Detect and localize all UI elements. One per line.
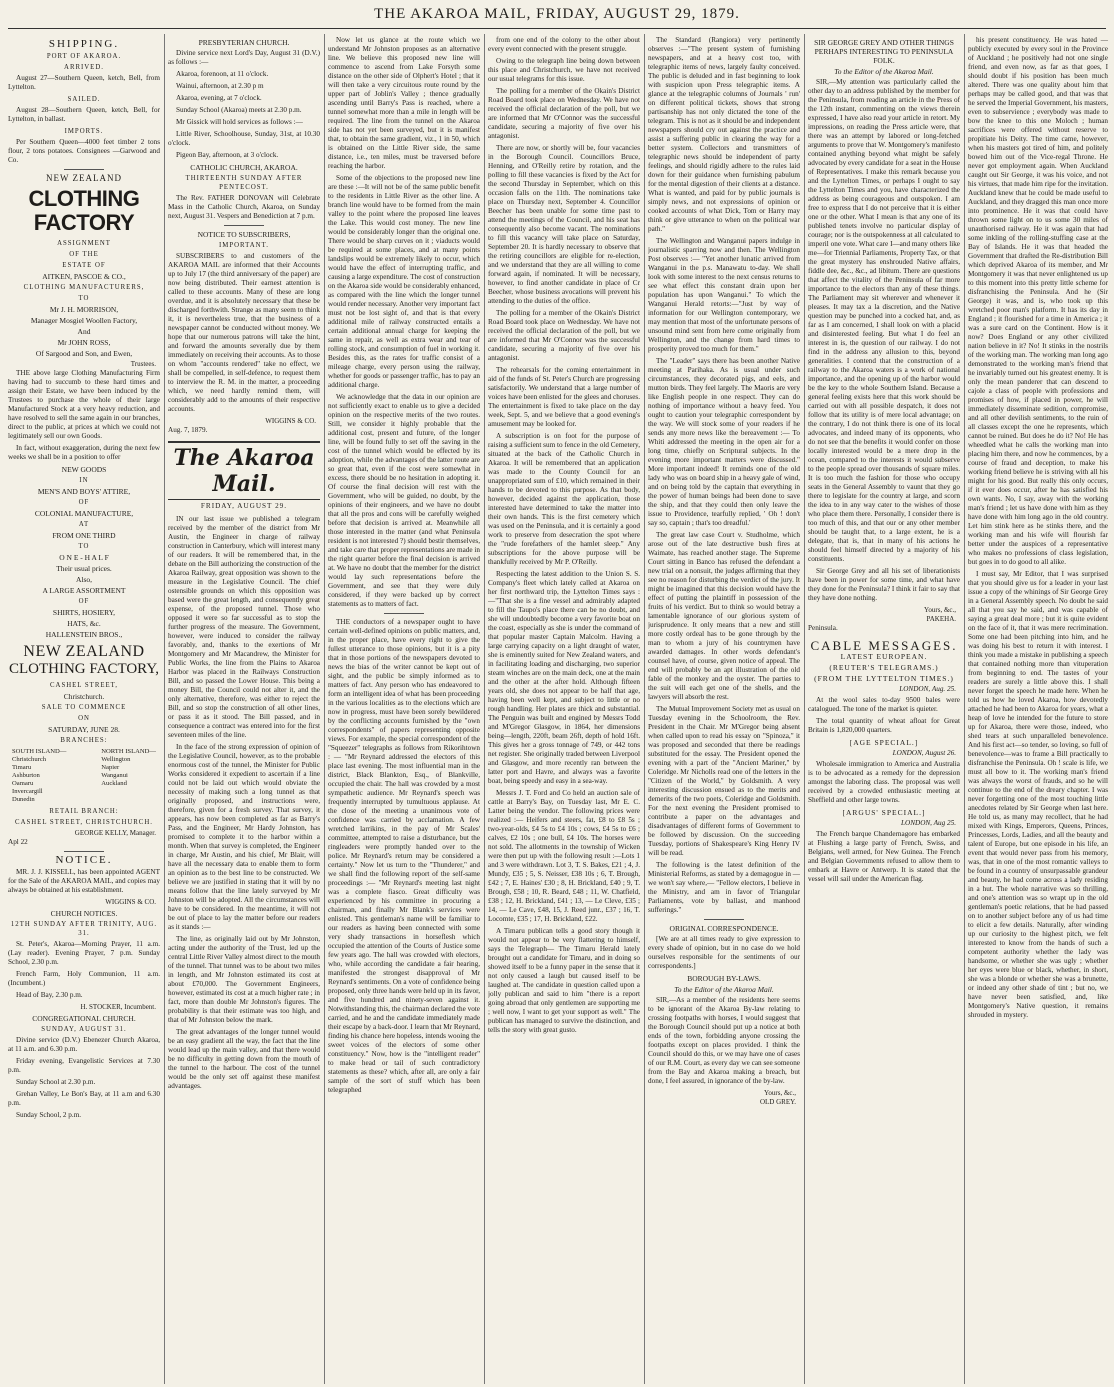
presbyterian-heading: PRESBYTERIAN CHURCH. — [198, 38, 290, 47]
age-special: [AGE SPECIAL.] — [849, 738, 919, 747]
divider — [704, 919, 744, 920]
from-one-third: FROM ONE THIRD — [52, 531, 116, 540]
cong-1: Divine service (D.V.) Ebenezer Church Akaroa, at 11 a.m. and 6.30 p.m. — [8, 1036, 160, 1053]
catholic-text: The Rev. FATHER DONOVAN will Celebrate Mass in the Catholic Church, Akaroa, on Sunday next, August 31. Vespers and Benediction at 7 p.m. — [168, 194, 320, 220]
branch-item: Wanganui — [101, 772, 128, 779]
kelly-manager: GEORGE KELLY, Manager. — [74, 829, 156, 837]
cable-messages-heading: CABLE MESSAGES. — [810, 638, 958, 653]
issue-date: FRIDAY, AUGUST 29. — [200, 502, 288, 510]
shipping-heading: SHIPPING. — [48, 38, 120, 50]
news-item: There are now, or shortly will be, four vacancies in the Borough Council. Councillors Bruce, Henning, and O'Reilly retire by rotation, and the polling to fill these vacancies is fixed by the Act for the second Thursday in September, which on this occasion falls on the 11th. The nominations take place on Thursday next, September 4. Councillor Beecher has been unable for some time past to attend the meetings of the Council, and his seat has consequently also become vacant. The nominations to fill this vacancy will take place on Saturday, September 20. It is hardly necessary to observe that the retiring councillors are eligible for re-election, and we understand that they are all willing to come forward again, if nominated. It will be necessary, however, to find another candidate in place of Cr Beecher, whose business avocations will prevent his attending to the duties of the office. — [488, 144, 640, 305]
nz-heading-2: NEW ZEALAND — [23, 643, 145, 660]
correspondence-note: [We are at all times ready to give expression to every shade of opinion, but in no case do we hold ourselves responsible for the sentiments of our correspondents.] — [648, 935, 800, 970]
column-1 — [8, 36, 160, 1381]
news-item: The Standard (Rangiora) very pertinently observes :—"The present system of furnishing newspapers, and at a heavy cost too, with telegraphic items of news, largely faulty conceived. The public is deluded and in fast beginning to look with suspicion upon Press telegraphic items. A glance at the telegraphic columns of Journals ' run' on different political tickets, shows that strong partisanship has not only dictated the tone of the telegram. This is not as it should be and independent newspapers should cry out against the practice and assist a suffering public in clearing the way for a better system. Collectors and transmitters of telegraphic news should be independent of party feelings, and should rigidly adhere to the rules laid down for their guidance when furnishing pabulum for the mental digestion of their clients at a distance. What is wanted, and paid for by public journals is simply news, and not expressions of opinion or cooked accounts of what Dick, Tom or Harry may think or give utterance to when on the political war path." — [648, 36, 800, 233]
st-peters: St. Peter's, Akaroa—Morning Prayer, 11 a.m. (Lay reader). Evening Prayer, 7 p.m. Sunday School, 2.30 p.m. — [8, 940, 160, 966]
wiggins-signature-2: WIGGINS & CO. — [265, 417, 316, 425]
pentecost-heading: THIRTEENTH SUNDAY AFTER PENTECOST. — [185, 175, 303, 191]
news-item: Respecting the latest addition to the Union S. S. Company's fleet which lately called at Akaroa on her first northward trip, the Lyttelton Times says :—"That she is a fine vessel and admirably adapted to fill the Taupo's place there can be no doubt, and she will undoubtedly become a very favorite boat on the coast, especially as she is under the command of that popular master Captain Malcolm. Having a large carrying capacity on a light draught of water, she is eminently suited for New Zealand waters, and in facilitating loading and discharging, two superior steam winches are on the main deck, one at the main and the other at the after hold. Although fifteen years old, she does not appear to be half that age, having been well kept, and subject to little or no rough handling. Her plates are thick and substantial. The Penguin was built and engined by Messrs Todd and M'Gregor Glasgow, in 1864, her dimensions being—length, 220ft, beam 26ft, depth of hold 16ft. This gives her a gross tonnage of 749, or 442 tons net register. She originally traded between Liverpool and Glasgow, and more recently ran between the latter port and Havre, and always was a favorite boat, being speedy and easy in a sea-way. — [488, 570, 640, 785]
leader-para-1: IN our last issue we published a telegram received by the member of the district from Mr Austin, the Engineer in charge of railway construction in Canterbury, which will interest many of our readers. It will be remembered that, in the debate on the Bill authorizing the construction of the Akaroa Railway, great opposition was shown to the measure in the Legislative Council. The chief ostensible grounds on which this opposition was based were the great length, and consequently great expense, of the proposed tunnel. Those who opposed it were so far successful as to stop the further progress of the measure. The Government, however, were induced to consider the railway favorably, and, thanks to the exertions of Mr Montgomery and Mr Macandrew, the Minister for Public Works, the line from the Plains to Akaroa Harbor was placed in the Railways Construction Bill, and so passed the Lower House. This being a money Bill, the Council could not alter it, and the only alternative, therefore, was either to reject the Bill, and so stop the construction of all other lines, or pass it as it stood. The Bill passed, and in consequence a contract was entered into for the first seventeen miles of the line. — [168, 515, 320, 739]
assignment: ASSIGNMENT — [57, 240, 111, 247]
colonial-manufacture: COLONIAL MANUFACTURE, — [34, 509, 134, 518]
estate-of: ESTATE OF — [62, 262, 106, 269]
letter-continued-2: I must say, Mr Editor, that I was surprised that you should give us for a leader in your last issue a copy of the whinings of Sir George Grey in a General Assembly speech. No doubt he said all that you say he said, and was capable of saying a great deal more ; but it is quite evident on the face of it, that it was mere recrimination. Some one had been pitching into him, and he was doing his best to return it with interest. I think you made a mistake in publishing a speech that contained nothing more than vituperation from beginning to end. The tastes of your readers are surely a little above this. I shall never forget the speech he made here. When he told us how he loved Akaroa, how devotedly attached he had been to Akaroa for years, what a heap of love he intended for the future to store up for Akaroa, there were those, indeed, who shed tears at such unparalleled benevolence. And his first act—so tender, so loving, so full of benevolence—was to frame a Bill practically to disfranchise the Peninsula. Oh ! scale is life, we must all bow to it. The working man's friend was always the worst of frauds, and so he will continue to the end of the dreary chapter. I was never forgetting one of the most touching little anecdotes related by Sir George when last here. He told us, as many may recollect, that he had mixed with Kings, Emperors, Queens, Princes, Princesses, Lords, Ladies, and all the beauty and talent of Europe, but one episode in his life, an event that would never pass from his memory, was, that in one of the most romantic valleys to be found in a country of unsurpassable grandeur and beauty, he had come across a lady residing in a hut. The whole narrative was so thrilling, and one's attention was so wrapt up in the old gentleman's poetic relations, that he had passed on to another subject before any of us had time to elicit a few details. Naturally, after winding up our curiosity to the highest pitch, we felt interested to know from the hands of such a competent authority whether the lady was handsome, or whether she was ugly ; whether her eyes were blue or black, whether, in short, she was a blonde or whether she was a brunette, or indeed any other shade of tint ; but no, we have never been satisfied, and, like Montgomery's Native question, it remains shrouded in mystery. — [968, 570, 1108, 1019]
arrived-label: ARRIVED. — [64, 64, 104, 71]
yours-label-2: Yours, &c., — [924, 606, 956, 614]
leader-para-4: The great advantages of the longer tunnel would be an easy gradient all the way, the fact that the line would lead up the main valley, and that there would be no difficulty in getting down from the mouth of the tunnel to the harbour. The cost of the tunnel would be the only set off against these manifest advantages. — [168, 1028, 320, 1090]
news-item: A Timaru publican tells a good story though it would not appear to be very flattering to himself, says the Telegraph— The Timaru Herald lately brought out a candidate for Timaru, and in doing so showed itself to be a funny paper in the sense that it not only caused a laugh but caused itself to be laughed at. The candidate in question called upon a jolly publican and said to him "there is a report going abroad that only gentlemen are supporting me ; well now, I want to get your support as well." The publican has managed to survive the distinction, and tells the story with great gusto. — [488, 927, 640, 1034]
congregational-heading: CONGREGATIONAL CHURCH. — [32, 1014, 136, 1023]
presby-item: Akaroa, evening, at 7 o'clock. — [176, 94, 262, 102]
to-label-2: TO — [78, 543, 90, 550]
christchurch: Christchurch. — [63, 692, 105, 701]
saturday-june: SATURDAY, JUNE 28. — [48, 725, 120, 734]
divider — [64, 169, 104, 170]
column-5 — [648, 36, 800, 1381]
original-correspondence-heading: ORIGINAL CORRESPONDENCE. — [669, 924, 779, 933]
cashel-street: CASHEL STREET, — [50, 682, 118, 689]
usual-prices: Their usual prices. — [56, 564, 112, 573]
clothing-para-2: In fact, without exaggeration, during the next few weeks we shall be in a position to offer — [8, 444, 160, 461]
branch-item: Dunedin — [12, 796, 35, 803]
clothing-para-1: THE above large Clothing Manufacturing Firm having had to succumb to these hard times and assign their Estate, we have been induced by the Trustees to purchase the whole of their large Manufactured Stock at a very heavy reduction, and have resolved to sell the same again in our branches, direct to the public, at prices at which we could not legitimately sell our own Goods. — [8, 369, 160, 440]
news-item: The rehearsals for the coming entertainment in aid of the funds of St. Peter's Church are progressing satisfactorily. We understand that a large number of voices have been enlisted for the glees and choruses. The entertainment is fixed to take place on the day week, Sept. 5, and we believe that a good evening's amusement may be looked for. — [488, 366, 640, 428]
shirts-hosiery: SHIRTS, HOSIERY, — [52, 608, 116, 617]
north-island-branches — [101, 748, 156, 804]
of-the: OF THE — [69, 251, 99, 258]
sailed-label: SAILED. — [67, 96, 101, 103]
to-editor-2: To the Editor of the Akaroa Mail. — [834, 67, 934, 76]
akaroa-mail-title: The Akaroa Mail. — [168, 441, 320, 500]
south-island-label: SOUTH ISLAND— — [12, 748, 67, 755]
notice-subscribers-text: SUBSCRIBERS to and customers of the AKAROA MAIL are informed that their Accounts up to July 17 (the third anniversary of the paper) are now being distributed. Their earnest attention is called to these accounts. Many of these are long overdue, and it is absolutely necessary that these be discharged forthwith. Strange as many seem to think it, it is nevertheless true, that the business of a newspaper cannot be conducted without money. We hope that our numerous patrons will take the hint, and forward the amounts severally due by them immediately on receiving their accounts. As to those on whom "accounts rendered" take no effect, we shall be compelled, in self-defence, to request them to interview the R. M. in the matter, a proceeding which, we need hardly remind them, will considerably add to the amounts of their respective accounts. — [168, 252, 320, 413]
large-assortment: A LARGE ASSORTMENT — [42, 586, 126, 595]
cong-4: Grehan Valley, Le Bon's Bay, at 11 a.m and 6.30 p.m. — [8, 1090, 160, 1107]
stocker: H. STOCKER, Incumbent. — [80, 1003, 156, 1011]
branch-item: Ashburton — [12, 772, 40, 779]
news-item: The great law case Court v. Studholme, which arose out of the late destructive bush fires at Waimate, has reached another stage. The Supreme Court sitting in Banco has refused the defendant a new trial on a nonsuit, the judges affirming that they see no reason for disturbing the verdict of the jury. It might be imagined that this decision would have the effect of putting the plaintiff in possession of the fruits of his verdict. But to think so would betray a lamentable ignorance of our glorious system of jurisprudence. It only means that a new and still more costly ordeal has to be gone through by the man to whom a jury of his countrymen have awarded damages. In other words defendant's counsel have, of course, given notice of appeal. The end will probably be an apt illustration of the old fable of the monkey and the oyster. The parties to the suit will each get one of the shells, and the lawyers will absorb the rest. — [648, 531, 800, 701]
yours-label: Yours, &c., — [764, 1089, 796, 1097]
column-6 — [808, 36, 960, 1381]
branch-item: Oamaru — [12, 780, 34, 787]
hats: HATS, &c. — [67, 619, 101, 628]
divider — [64, 851, 104, 852]
latest-european: LATEST EUROPEAN. — [840, 652, 928, 661]
imports-item: Per Southern Queen—4000 feet timber 2 tons flour, 2 tons potatoes. Consignees —Garwood and Co. — [8, 138, 160, 164]
leader-para-5: Now let us glance at the route which we understand Mr Johnston proposes as an alternative line. We believe this proposed new line will commence to ascend from Lake Forsyth some distance on the other side of Olphert's Hotel ; that it will then take a very circuitous route round by the upper part of Joblin's Valley ; thence gradually ascending until Barry's Pass is reached, where a tunnel somewhat more than a mile in length will be required. The line from the tunnel on the Akaroa side has not yet been surveyed, but it is manifest that, to obtain the same gradient, viz., 1 in 50, which is obtained on the Little River side, the same distance, i.e., ten miles, must be traversed before reaching the harbor. — [328, 36, 480, 170]
arrival-item: August 27—Southern Queen, ketch, Bell, from Lyttelton. — [8, 74, 160, 91]
news-item: The "Leader" says there has been another Native meeting at Parihaka. As is usual under such circumstances, they decorated pigs, and eels, and mutton birds. They feel largely. The Maoris are very like English people in one respect. They can do nothing of importance without a heavy feed. You ought to caution your telegraphic correspondent by the way. We will stock some of your readers if he sends any more news like the bereavement :— To Whiti addressed the meeting in the open air for a long time, chiefly on Scriptural subjects. In the evening more important matters were discussed." More important indeed! It reminds one of the old lady who was on board ship in a heavy gale of wind, and on being told by the captain that everything in the power of human beings had been done to save the ship, and that they could then only leave the issue to Providence, tearfully replied, ' Oh ! don't say so, captain ; that's too dreadful.' — [648, 357, 800, 527]
aitken-pascoe: AITKEN, PASCOE & CO., — [42, 272, 126, 281]
notice-subscribers-heading: NOTICE TO SUBSCRIBERS, — [197, 230, 291, 239]
morrison: Mr J. H. MORRISON, — [49, 305, 119, 314]
ross: Mr JOHN ROSS, — [57, 338, 111, 347]
pakeha-signature: PAKEHA. — [926, 615, 956, 623]
column-separator — [484, 34, 485, 1384]
reuters-label: (REUTER'S TELEGRAMS.) — [829, 663, 939, 672]
trustees: Trustees. — [130, 360, 156, 368]
sailed-item: August 28—Southern Queen, ketch, Bell, for Lyttelton, in ballast. — [8, 106, 160, 123]
hallenstein: HALLENSTEIN BROS., — [45, 630, 123, 639]
masthead: THE AKAROA MAIL, FRIDAY, AUGUST 29, 1879. — [374, 6, 740, 22]
branch-item: Timaru — [12, 764, 32, 771]
branches-heading: BRANCHES: — [60, 737, 108, 744]
trinity-heading: 12TH SUNDAY AFTER TRINITY, AUG. 31. — [10, 921, 158, 937]
column-4 — [488, 36, 640, 1381]
from-lyttelton-label: (FROM THE LYTTELTON TIMES.) — [814, 674, 954, 683]
presby-item: Mr Gissick will hold services as follows :— — [176, 118, 303, 126]
leader-para-2: In the face of the strong expression of opinion of the Legislative Council, however, as to the probable enormous cost of the tunnel, the Minister for Public Works considered it expedient to ascertain if a line could not be laid out which would obviate the necessity of making such a long tunnel as that originally proposed, and instructions were, therefore, given for a fresh survey. That survey, it appears, has now been completed as far as Barry's Pass, and the Engineer, Mr Hardy Johnston, has promised to complete it to the harbor within a month. When that survey is completed, the Engineer in charge, Mr Austin, and his chief, Mr Blair, will have all the necessary data to enable them to form an opinion as to the best line to be constructed. We believe we are justified in stating that it will by no means follow that the line lately surveyed by Mr Johnston will be adopted. All the circumstances will have to be considered. In the meantime, it will not be out of place to lay the matter before our readers as it stands :— — [168, 743, 320, 931]
cable-text: At the wool sales to-day 9500 bales were catalogued. The tone of the market is quieter. — [808, 696, 960, 713]
cong-3: Sunday School at 2.30 p.m. — [16, 1078, 96, 1086]
column-separator — [964, 34, 965, 1384]
presby-item: Wainui, afternoon, at 2.30 p m — [176, 82, 264, 90]
clothing-factory-heading: CLOTHING FACTORY — [28, 186, 140, 235]
imports-label: IMPORTS. — [64, 128, 104, 135]
letter-text: SIR,—As a member of the residents here seems to be ignorant of the Akaroa By-law relating to crossing footpaths with horses, I would suggest that the Borough Council should put up a notice at both ends of the town, forbidding anyone crossing the footpaths except on places provided. I think the Council should do this, or we may have one of cases of our R.M. Court, as every day we can see someone from the Bay and Akaroa making a breach, but done, I feel assured, in ignorance of the by-law. — [648, 996, 800, 1085]
news-item: The Mutual Improvement Society met as usual on Tuesday evening in the Schoolroom, the Rev. President in the Chair. Mr M'Gregor being absent when called upon to read his essay on "Spinoza," it was proposed and seconded that there be readings substituted for the essay. The President opened the evening with a part of the "Ancient Mariner," by Coleridge. Mr Nicholls read one of the letters in the "Citizen of the World," by Goldsmith. A very interesting discussion ensued as to the merits and demerits of the two poets, Coleridge and Goldsmith. For the next evening the President promised to contribute a paper on the advantages and disadvantages of different forms of Government to be followed by discussion. On the succeeding Tuesday, portions of Shakespeare's King Henry IV will be read. — [648, 705, 800, 857]
news-item: The polling for a member of the Okain's District Road Board took place on Wednesday. We have not received the official declaration of the poll, but we are informed that Mr O'Connor was the successful candidate, securing a majority of five over his antagonist. — [488, 309, 640, 362]
clothing-factory-2: CLOTHING FACTORY, — [8, 661, 160, 677]
notice-heading: NOTICE. — [55, 854, 113, 866]
column-3 — [328, 36, 480, 1381]
by-laws-heading: BOROUGH BY-LAWS. — [687, 974, 761, 983]
leader-para-3: The line, as originally laid out by Mr Johnston, acting under the authority of the Trust, led up the central Little River Valley almost direct to the mouth of the tunnel. That tunnel was to be about two miles in length, and Mr Johnston estimated its cost at about £70,000. The Government Engineers, however, estimated its cost at a much higher rate ; in fact, more than double Mr Johnston's figures. The probability is that their estimate was too high, and that of Mr Johnston below the mark. — [168, 935, 320, 1024]
south-island-branches — [12, 748, 66, 804]
retail-branch: RETAIL BRANCH: — [49, 808, 119, 815]
branch-item: Invercargill — [12, 788, 43, 795]
sale-commence: SALE TO COMMENCE — [41, 704, 127, 711]
presby-item: Pigeon Bay, afternoon, at 3 o'clock. — [176, 151, 279, 159]
masthead-rule — [8, 28, 1106, 29]
retail-address: CASHEL STREET, CHRISTCHURCH. — [15, 819, 153, 826]
aug-7-date: Aug. 7, 1879. — [168, 426, 208, 434]
column-separator — [164, 34, 165, 1384]
of-label-3: OF — [78, 598, 90, 605]
cong-5: Sunday School, 2 p.m. — [16, 1111, 82, 1119]
church-notices-heading: CHURCH NOTICES. — [50, 909, 118, 918]
nz-heading: NEW ZEALAND — [45, 173, 123, 183]
news-item: Messrs J. T. Ford and Co held an auction sale of cattle at Barry's Bay, on Tuesday last, Mr E. C. Latter being the vendor. The following prices were realized :— Heifers and steers, fat, £8 to £8 5s ; two-year-olds, £4 5s to £4 10s ; cows, £4 5s to £6 ; calves, £2 10s ; one bull, £4 10s. The horses were not sold. The allotments in the township of Wicken were then put up with the following result :—Lots 1 and 3 were withdrawn. Lot 3, T. S. Bakes, £21 ; 4, J. Mundy, £35 ; 5, S. Neisser, £38 10s ; 6, T. Brough, £42 ; 7, E. Haines' £30 ; 8, H. Brickland, £40 ; 9, T. Brough, £58 ; 10, R. Beard, £48 ; 11, W. Chatfield, £38 ; 12, H. Brickland, £41 ; 13, — Le Cleve, £35 ; 14, — Le Cave, £48, 15, J. Reed junr., £37 ; 16, T. Locomte, £35 ; 17, H. Brickland, £22. — [488, 789, 640, 923]
column-2 — [168, 36, 320, 1381]
letter-para-2: Sir George Grey and all his set of liberationists have been in power for some time, and what have they done for the Peninsula? I think it fair to say that they have done nothing. — [808, 567, 960, 602]
on-label: ON — [78, 715, 90, 722]
cong-2: Friday evening, Evangelistic Services at 7.30 p.m. — [8, 1057, 160, 1074]
news-item: The following is the latest definition of the Ministerial Reforms, as stated by a demagogue in — we won't say where,— "Fellow electors, I believe in the Ministry, and am in favor of Triangular Parliaments, vote by ballast, and manhood sufferings." — [648, 861, 800, 914]
cable-text: The total quantity of wheat afloat for Great Britain is 1,820,000 quarters. — [808, 717, 960, 734]
in-label: IN — [79, 477, 89, 484]
peninsula-label: Peninsula. — [808, 624, 838, 632]
newspaper-conductors-article: THE conductors of a newspaper ought to have certain well-defined opinions on public matters, and, in the proper place, have every right to give the fullest utterance to those opinions, but it is a pity that in those portions of the newspapers devoted to news the bias of the writer cannot be kept out of sight, and the public be simply informed as to matters of fact. Any person who has endeavored to form an intelligent idea of what has been proceeding in the various localities as to the elections which are now in progress, must have been sorely bewildered by the conflicting accounts furnished by the "own correspondents" of papers representing opposite views. For example, the special correspondent of the "Squeezer" telegraphs as follows from Rikorihtown : — "Mr Reynard addressed the electors of this place last evening. The most influential man in the district, Black Blankton, Esq., of Blankville, occupied the chair. The hall was crowded by a most sympathetic audience. Mr Reynard's speech was frequently interrupted by tumultuous applause. At the close of the meeting a unanimous vote of confidence was carried by acclamation. A few wretched larrikins, in the pay of Mr Scales' committee, attempted to raise a disturbance, but the ringleaders were promptly handed over to the police. Mr Reynard's return may be considered a certainty." Now let us turn to the "Thunderer," and we shall find the following report of the self-same proceedings :— "Mr Reynard's meeting last night was a complete fiasco. Great difficulty was experienced by his committee in procuring a chairman, and finally Mr Blank's services were enlisted. This gentleman's name will be familiar to our readers as having been connected with some very shady transactions in horseflesh which occupied the attention of the Courts of Justice some few years ago. The hall was crowded with electors, who, while according the candidate a fair hearing, manifested the strongest disapproval of Mr Reynard's sentiments. On a vote of confidence being proposed, only three hands were held up in its favor, and five hundred and ninety-seven against it. Notwithstanding this, the chairman declared the vote carried, and he and the candidate immediately made their escape by a back-door. I learn that Mr Reynard, finding his chance here hopeless, intends wooing the sweet voices of the electors of some other constituency." Now, how is the "intelligent reader" to make head or tail of such contradictory statements as these? which, after all, are only a fair sample of the sort of stuff which has been telegraphed — [328, 618, 480, 1094]
sunday-date: SUNDAY, AUGUST 31. — [41, 1026, 127, 1033]
french-farm: French Farm, Holy Communion, 11 a.m. (Incumbent.) — [8, 970, 160, 987]
manager-mosgiel: Manager Mosgiel Woollen Factory, — [30, 316, 138, 325]
of-label-2: OF — [78, 499, 90, 506]
wiggins-signature: WIGGINS & CO. — [105, 898, 156, 906]
news-item: from one end of the colony to the other about every event connected with the present struggle. — [488, 36, 640, 53]
news-item: The Wellington and Wanganui papers indulge in journalistic sparring now and then. The Wellington Post observes :— "Yet another lunatic arrived from Wanganui in the p.s. Manawatu to-day. We shall look with some interest to the next census returns to see what effect this constant drain upon her population has upon Wanganui." To which the Wanganui Herald retorts:—"Just by way of information for our Wellington contemporary, we may mention that most of the unfortunate persons of unsound mind sent from here come originally from Wellington, and the change from hard times to prosperity proved too much for them." — [648, 237, 800, 353]
column-separator — [644, 34, 645, 1384]
leader-para-7: We acknowledge that the data in our opinion are not sufficiently exact to enable us to give a decided opinion on the respective merits of the two routes. Still, we consider it highly probable that the additional cost, present and future, of the longer line, will be found fully to set off the saving in the cost of the tunnel which would be effected by its adoption, while the advantages of the latter route are so great that, even if the cost were somewhat in excess, there should be no hesitation in adopting it. Of course the final decision will rest with the Government, who will be guided, no doubt, by the opinions of their engineers, and we have no doubt that all the pros and cons will be carefully weighed before that decision is arrived at. Meanwhile all those interested in the matter (and what Peninsula resident is not interested ?) should bestir themselves, and take care that proper representations are made in the right quarter before the final decision is arrived at. We have no doubt that the member for the district would lay such representations before the Government, and see that they were duly considered, if they were backed up by correct statements as to matters of fact. — [328, 393, 480, 608]
branch-item: Napier — [101, 764, 120, 771]
to-label: TO — [78, 295, 90, 302]
head-of-bay: Head of Bay, 2.30 p.m. — [16, 991, 83, 999]
one-half: O N E - H A L F — [59, 553, 109, 562]
cable-text: Wholesale immigration to America and Australia is to be advocated as a remedy for the depression amongst the laboring class. The proposal was well received by a crowded enthusiastic meeting at Sheffield and other large towns. — [808, 760, 960, 804]
important-label: IMPORTANT. — [219, 242, 269, 249]
london-dateline-3: LONDON, Aug 25. — [901, 819, 956, 827]
london-dateline-2: LONDON, August 26. — [892, 749, 956, 757]
news-item: The polling for a member of the Okain's District Road Board took place on Wednesday. We have not received the official declaration of the poll, but we are informed that Mr O'Connor was the successful candidate, securing a majority of five over his antagonist. — [488, 87, 640, 140]
catholic-heading: CATHOLIC CHURCH, AKAROA. — [190, 163, 298, 172]
leader-para-6: Some of the objections to the proposed new line are these :—It will not be of the same public benefit to the residents in Little River as the other line. A branch line would have to be formed from the main valley to the point where the proposed line leaves the Lake. This would cost money. The new line would be considerably longer than the original one. There would be sharp curves on it ; viaducts would be required at some places, and at many points landslips would be extremely likely to occur, which would have the effect of interrupting traffic, and causing a large expenditure. The cost of construction on the Akaroa side would be considerably enhanced, as compared with the line which the longer tunnel would render necessary. Another very important fact must not be lost sight of, and that is that every additional mile of railway constructed entails a certain additional annual charge for keeping the same in repair, as well as extra wear and tear of rolling stock, and consumption of fuel in working it. Besides this, as the rates for traffic consist of a mileage charge, every person using the railway, whether for goods or passenger traffic, has to pay an additional charge. — [328, 174, 480, 389]
letter-continued-1: his present constituency. He was hated — publicly executed by every soul in the Province of Auckland ; he positively had not one single friend, and even now, as far as that goes, I should doubt if his position has been much altered. There was one quality about him that perhaps may be called good, and that was that he served the Imperial Government, his masters, even to subservience ; everybody was made to bow the knee to this one Moloch ; human sacrifices were offered without reserve to propitiate his Deity. The time came, however, when his masters got tired of him, and politely bowed him out of the Vice-regal Throne. He never got employment again. When Auckland caught out Sir George, it was his voice, and not his virtues, that made him ripe for the invitation. Auckland knew that he could be made useful to Auckland, and they dragged this man once more into prominence. He it was that could have thrown some light on to us some 30 miles of unauthorised railway. He it was again that had some inkling of the rolling-stuffing case at the Bay of Islands. He it was that headed the Government that drafted the Re-distribution Bill which deprived Akaroa of its member, and Mr Montgomery it was that never enlightened us up to this moment into this pretty little scheme for disfranchising the Peninsula. And he (Sir George) it was, and is, who took up this wretched poor man's platform. It has its day in England ; it flourished for a time in America ; it was a sure card on the Continent. How is it now? Does England or any other civilized nation believe in it? No! It stinks in the nostrils of the working man. The working man long ago demonstrated to the working man's friend that he invariably turned out his greatest enemy. It is only the mean panderer that can descend to cajole a class of people with professions and promises of how, if placed in power, he will immediately disseminate sedition, compromise, and all other devilish sentiments, to the ruin of all classes except the one he represents, which cannot be ruined. But does he do it? No! He has wheedled what he calls the working man into placing him there, and now he commences, by a course of fraud and deception, to make his working friend believe he is striving with all his might for his good. But really this only occurs, if it ever does occur, after he has satisfied his own wants. No, I say, away with the working man's friend ; let us have done with him as they have done with him long ago in the old country. Let him stink here as he stinks there, and the working man and his wife will flourish far better under the auspices of a representative who makes no professions of class legislation, but goes in to do good to all alike. — [968, 36, 1108, 566]
news-item: A subscription is on foot for the purpose of raising a sufficient sum to fence in the old Cemetery, situated at the back of the Catholic Church in Akaroa. It will be remembered that an application was made to the County Council for an unappropriated sum of £10, which remained in their hands to be devoted to this purpose. As that body, however, decided against the application, those interested have determined to take the matter into their own hands. This is the first cemetery which was used on the Peninsula, and it is certainly a good work to preserve from desecration the spot where the "rude forefathers of the hamlet sleep." Any subscriptions for the above purpose will be thankfully received by Mr P. O'Reilly. — [488, 432, 640, 566]
apl-date: Apl 22 — [8, 838, 28, 846]
news-item: Owing to the telegraph line being down between this place and Christchurch, we have not received our usual telegrams for this issue. — [488, 57, 640, 83]
old-grey-signature: OLD GREY. — [759, 1098, 796, 1106]
branch-item: Christchurch — [12, 756, 47, 763]
argus-special: [ARGUS' SPECIAL.] — [842, 808, 926, 817]
sargood: Of Sargood and Son, and Ewen, — [35, 349, 133, 358]
presby-item: Akaroa, forenoon, at 11 o'clock. — [176, 70, 269, 78]
mens-attire: MEN'S AND BOYS' ATTIRE, — [37, 487, 131, 496]
branch-item: Auckland — [101, 780, 127, 787]
branch-item: Wellington — [101, 756, 131, 763]
port-heading: PORT OF AKAROA. — [46, 53, 122, 60]
presby-intro: Divine service next Lord's Day, August 31 (D.V.) as follows :— — [168, 49, 320, 66]
london-dateline-1: LONDON, Aug. 25. — [899, 685, 956, 693]
new-goods: NEW GOODS — [61, 465, 107, 474]
column-separator — [324, 34, 325, 1384]
column-separator — [804, 34, 805, 1384]
and-label: And — [77, 327, 91, 336]
sir-george-grey-heading: SIR GEORGE GREY AND OTHER THINGS PERHAPS INTERESTING TO PENINSULA FOLK. — [814, 38, 954, 65]
divider — [384, 613, 424, 614]
north-island-label: NORTH ISLAND— — [101, 748, 156, 755]
divider — [224, 225, 264, 226]
presby-item: Sunday School (Akaroa) meets at 2.30 p.m. — [176, 106, 302, 114]
to-editor: To the Editor of the Akaroa Mail. — [674, 985, 774, 994]
notice-text: MR. J. J. KISSELL, has been appointed AGENT for the Sale of the AKAROA MAIL, and copies may always be obtained at his establishment. — [8, 868, 160, 894]
clothing-manufacturers: CLOTHING MANUFACTURERS, — [23, 284, 145, 291]
also-label: Also, — [75, 575, 93, 584]
at-label: AT — [78, 521, 90, 528]
column-7 — [968, 36, 1108, 1381]
letter-para-1: SIR,—My attention was particularly called the other day to an address published by the member for the Peninsula, from reading an article in the Press of the 12th instant, commenting on the views therein expressed, I have also read your article in retort. My impressions, on reading the Press article were, that there was an attempt by labored or long-fetched arguments to prove that W. Montgomery's manifesto contained anything beyond what might be safely advocated by every candidate for a seat in the House of Representatives. I make this remark because you and the Lyttelton Times, or perhaps I ought to say the Lyttelton Times and you, have characterized the address as being courageous and outspoken. I am free to express that I do not perceive that it is either one or the other. What I mean is that any one of its published tenets involve no particular display of courage; nor is the outspokenness at all calculated to imperil one vote. What care I—and many others like me—for Triennial Parliaments, Property Tax, or that the great mystery has enshrouded Native affairs, fiddle dee, &c., &c., ad libitum. There are questions that affect the vitality of the Peninsula of far more importance to the electors than any of these things. The Parliament may sit wherever and whenever it pleases. It may tax a la discretion, and the Native question may be punched into a cocked hat, and, as far as I am concerned, I shall look on with a placid and disinterested feeling. But what I do feel an interest in is, the question of our railway. I do not find in the address any allusion to this, beyond generalities. I contend that the construction of a railway to the Akaroa waters is a work of national importance, and the opening up of the harbor would be the key to the whole Southern Island. Because a general feeling exists here that this work should be carried out with all possible despatch, it does not follow that its utility is of mere local advantage; on the contrary, I do not think there is one of its local advocates, and indeed many of its opponents, who do not see that the benefits it would confer on those locally interested would be a mere drop in the ocean, compared to the interests it would subserve to the people spread over thousands of square miles. It is too much the fashion for those who occupy seats in the General Assembly to vaunt that they go there to legislate for the country at large, and scorn the idea to in any way cater to the wishes of those who place them there. Personally, I consider there is too much of this, and that our or any other member should be taught that, to a large extent, he is a delegate, that is, that in many of his actions he should feel himself directed by a majority of his constituents. — [808, 78, 960, 563]
presby-item: Little River, Schoolhouse, Sunday, 31st, at 10.30 o'clock. — [168, 130, 320, 147]
branches-list — [12, 748, 156, 804]
cable-text: The French barque Chandernagore has embarked at Flushing a large party of French, Swiss, and Belgians, well armed, for New Guinea. The French and Belgian Governments refused to allow them to embark at Havre or Antwerp. It is stated that the vessel will sail under the American flag. — [808, 830, 960, 883]
